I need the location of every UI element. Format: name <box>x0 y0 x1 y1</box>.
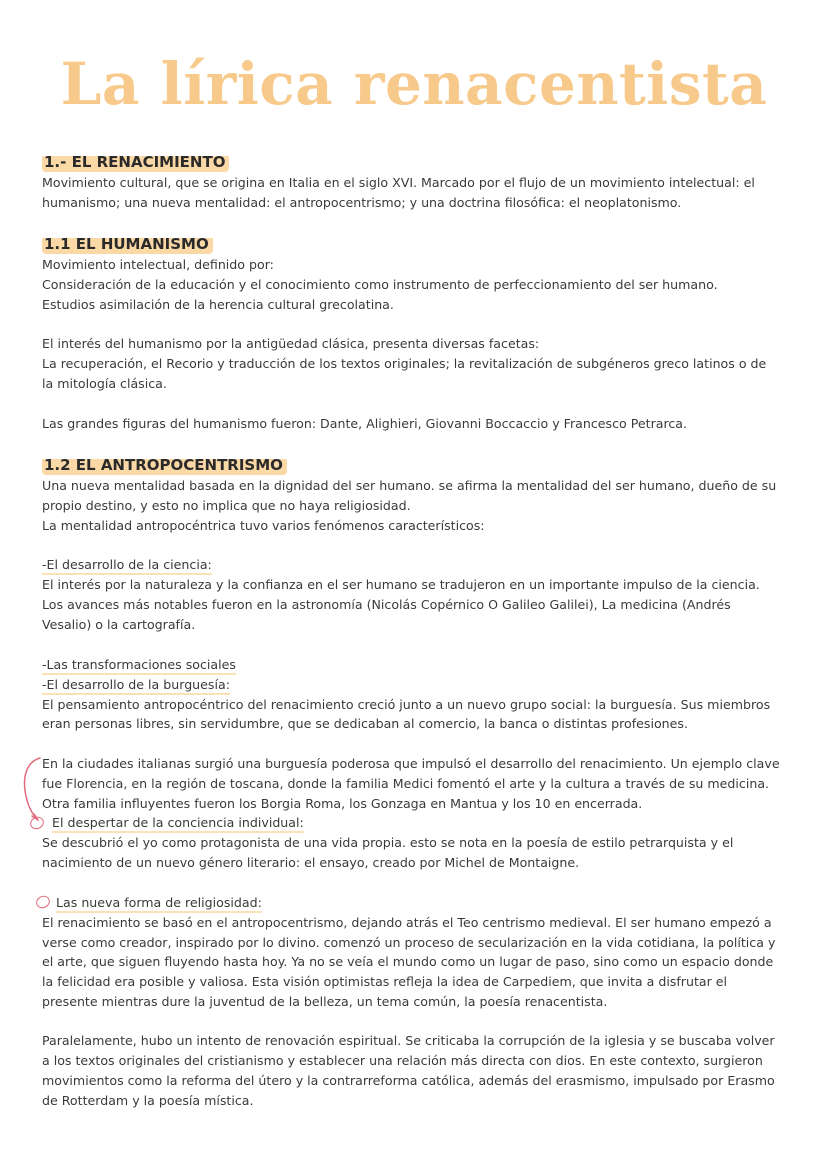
page-title: La lírica renacentista <box>60 50 768 118</box>
text-line: Movimiento intelectual, definido por: <box>42 257 274 273</box>
subheading-burguesia: -El desarrollo de la burguesía: <box>42 676 230 695</box>
text-line: Estudios asimilación de la herencia cultural grecolatina. <box>42 296 394 312</box>
subheading-ciencia: -El desarrollo de la ciencia: <box>42 556 212 575</box>
text-line: Vesalio) o la cartografía. <box>42 616 196 632</box>
text-line: de Rotterdam y la poesía mística. <box>42 1092 254 1108</box>
text-line: presente mientras dure la juventud de la belleza, un tema común, la poesía renacentista. <box>42 993 608 1009</box>
text-line: Una nueva mentalidad basada en la dignidad del ser humano. se afirma la mentalidad del ser humano, dueño de su <box>42 478 777 494</box>
text-line: eran personas libres, sin servidumbre, que se dedicaban al comercio, la banca o distintas profesiones. <box>42 716 688 732</box>
document-body <box>42 152 787 1111</box>
text-line: propio destino, y esto no implica que no haya religiosidad. <box>42 497 411 513</box>
text-line: El interés por la naturaleza y la confianza en el ser humano se tradujeron en un importante impulso de la ciencia. <box>42 577 760 593</box>
circle-marker-icon <box>34 893 52 910</box>
subheading-sociales: -Las transformaciones sociales <box>42 656 236 675</box>
text-line: nacimiento de un nuevo género literario: el ensayo, creado por Michel de Montaigne. <box>42 855 580 871</box>
text-line: a los textos originales del cristianismo y establecer una relación más directa con dios. En este contexto, surgieron <box>42 1053 763 1069</box>
section-humanismo <box>42 234 787 433</box>
text-line: El pensamiento antropocéntrico del renacimiento creció junto a un nuevo grupo social: la burguesía. Sus miembros <box>42 696 771 712</box>
text-line: Paralelamente, hubo un intento de renovación espiritual. Se criticaba la corrupción de la iglesia y se buscaba volver <box>42 1033 775 1049</box>
text-line: La recuperación, el Recorio y traducción de los textos originales; la revitalización de subgéneros greco latinos o de <box>42 356 767 372</box>
ciudades-block <box>42 754 787 813</box>
subheading-conciencia: El despertar de la conciencia individual: <box>52 814 304 833</box>
curved-arrow-icon <box>20 756 44 824</box>
text-line: verse como creador, inspirado por lo divino. comenzó un proceso de secularización en la vida cotidiana, la política y <box>42 934 776 950</box>
section-renacimiento <box>42 152 787 212</box>
text-line: Consideración de la educación y el conocimiento como instrumento de perfeccionamiento del ser humano. <box>42 276 718 292</box>
section-antropocentrismo <box>42 455 787 1110</box>
text-line: En la ciudades italianas surgió una burguesía poderosa que impulsó el desarrollo del renacimiento. Un ejemplo clave <box>42 755 780 771</box>
text-line: Otra familia influyentes fueron los Borgia Roma, los Gonzaga en Mantua y los 10 en encerrada. <box>42 795 643 811</box>
text-line: Se descubrió el yo como protagonista de una vida propia. esto se nota en la poesía de estilo petrarquista y el <box>42 835 734 851</box>
text-line: Los avances más notables fueron en la astronomía (Nicolás Copérnico O Galileo Galilei), La medicina (Andrés <box>42 597 731 613</box>
text-line: humanismo; una nueva mentalidad: el antropocentrismo; y una doctrina filosófica: el neoplatonismo. <box>42 194 682 210</box>
text-line: la mitología clásica. <box>42 375 167 391</box>
text-line: Movimiento cultural, que se origina en Italia en el siglo XVI. Marcado por el flujo de un movimiento intelectual: el <box>42 174 755 190</box>
text-line: el arte, que siguen fluyendo hasta hoy. Ya no se veía el mundo como un lugar de paso, sino como un espacio donde <box>42 954 774 970</box>
heading-renacimiento: 1.- EL RENACIMIENTO <box>42 152 229 172</box>
text-line: movimientos como la reforma del útero y la contrarreforma católica, además del erasmismo, impulsado por Erasmo <box>42 1073 775 1089</box>
heading-humanismo: 1.1 EL HUMANISMO <box>42 234 213 254</box>
text-line: la felicidad era posible y valiosa. Esta visión optimistas refleja la idea de Carpediem, que invita a disfrutar el <box>42 974 728 990</box>
text-line: La mentalidad antropocéntrica tuvo varios fenómenos característicos: <box>42 517 485 533</box>
subheading-religiosidad: Las nueva forma de religiosidad: <box>56 894 262 913</box>
text-line: El renacimiento se basó en el antropocentrismo, dejando atrás el Teo centrismo medieval. El ser humano empezó a <box>42 914 772 930</box>
heading-antropocentrismo: 1.2 EL ANTROPOCENTRISMO <box>42 455 287 475</box>
text-line: Las grandes figuras del humanismo fueron: Dante, Alighieri, Giovanni Boccaccio y Francesco Petrarca. <box>42 415 688 431</box>
text-line: El interés del humanismo por la antigüedad clásica, presenta diversas facetas: <box>42 336 540 352</box>
text-line: fue Florencia, en la región de toscana, donde la familia Medici fomentó el arte y la cultura a través de su medicina. <box>42 775 770 791</box>
